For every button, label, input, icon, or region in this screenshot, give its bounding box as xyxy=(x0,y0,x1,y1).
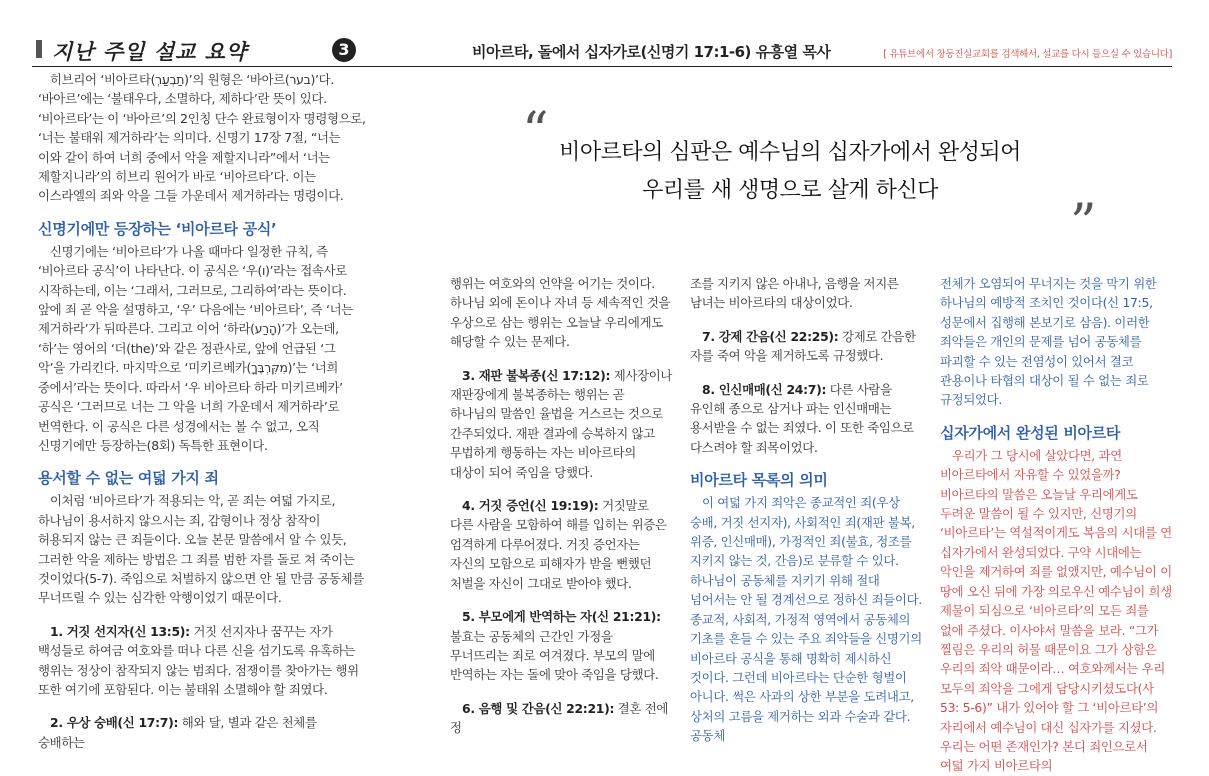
pull-quote-line-2: 우리를 새 생명으로 살게 하신다 xyxy=(642,178,938,203)
heading-cross: 십자가에서 완성된 비아르타 xyxy=(940,423,1121,442)
heading-eight-sins: 용서할 수 없는 여덟 가지 죄 xyxy=(38,469,219,488)
pull-quote xyxy=(470,102,1170,254)
open-quote-icon: “ xyxy=(522,102,549,162)
item-body: 결혼 전에 정 xyxy=(450,700,669,736)
heading-list-meaning: 비아르타 목록의 의미 xyxy=(690,471,828,490)
column-2 xyxy=(450,274,674,738)
continued-paragraph: 행위는 여호와의 언약을 어기는 것이다. 하나님 외에 돈이나 자녀 등 세속적인 것을 우상으로 삼는 행위는 오늘날 우리에게도 해당할 수 있는 문제다. xyxy=(450,276,671,350)
list-item xyxy=(38,622,366,700)
item-title: 6. 음행 및 간음(신 22:21): xyxy=(462,700,615,716)
continued-paragraph: 조를 지키지 않은 아내나, 음행을 저지른 남녀는 비아르타의 대상이었다. xyxy=(690,276,899,311)
section-title: 지난 주일 설교 요약 xyxy=(52,39,248,64)
column-3 xyxy=(690,274,924,746)
item-title: 8. 인신매매(신 24:7): xyxy=(702,381,827,397)
item-body: 불효는 공동체의 근간인 가정을 무너뜨리는 죄로 여겨졌다. 부모의 말에 반역하는 자는 돌에 맞아 죽임을 당했다. xyxy=(450,628,659,683)
item-title: 7. 강제 간음(신 22:25): xyxy=(702,328,839,344)
heading-formula: 신명기에만 등장하는 ‘비아르타 공식’ xyxy=(38,219,277,238)
item-title: 1. 거짓 선지자(신 13:5): xyxy=(50,623,190,639)
item-body: 제사장이나 재판장에게 불복종하는 행위는 곧 하나님의 말씀인 율법을 거스르는 것으로 간주되었다. 재판 결과에 승복하지 않고 무법하게 행동하는 자는 비아르타의 대상이 되어 죽임을 당했다. xyxy=(450,367,673,480)
header-bar xyxy=(36,40,42,58)
sermon-title: 비아르타, 돌에서 십자가로(신명기 17:1-6) 유흥열 목사 xyxy=(472,43,831,61)
item-body: 거짓 선지자나 꿈꾸는 자가 백성들로 하여금 여호와를 떠나 다른 신을 섬기도록 유혹하는 행위는 정상이 참작되지 않는 범죄다. 점쟁이를 찾아가는 행위 또한 여기에 포함된다. 이는 불태워 소멸해야 할 죄였다. xyxy=(38,623,359,697)
item-body: 다른 사람을 유인해 종으로 삼거나 파는 인신매매는 용서받을 수 없는 죄였다. 이 또한 죽임으로 다스려야 할 죄목이었다. xyxy=(690,381,914,455)
list-item xyxy=(450,496,674,593)
page-header xyxy=(32,36,1172,68)
column-1 xyxy=(38,70,366,752)
pull-quote-line-1: 비아르타의 심판은 예수님의 십자가에서 완성되어 xyxy=(559,140,1021,165)
list-meaning-paragraph: 이 여덟 가지 죄악은 종교적인 죄(우상 숭배, 거짓 선지자), 사회적인 죄(재판 불복, 위증, 인신매매), 가정적인 죄(불효, 정조를 지키지 않는 것, 간음)로 분류할 수 있다. 하나님이 공동체를 지키기 위해 절대 넘어서는 안 될 경계선으로 정하신 죄들이다. 종교적, 사회적, 가정적 영역에서 공동체의 기초를 흔들 수 있는 주요 죄악들을 신명기의 비아르타 공식을 통해 명확히 제시하신 것이다. 그런데 비아르타는 단순한 형벌이 아니다. 썩은 사과의 상한 부분을 도려내고, 상처의 고름을 제거하는 외과 수술과 같다. 공동체 xyxy=(690,495,922,744)
continued-paragraph: 전체가 오염되어 무너지는 것을 막기 위한 하나님의 예방적 조치인 것이다(신 17:5, 성문에서 집행해 본보기로 삼음). 이러한 죄악들은 개인의 문제를 넘어 공동체를 파괴할 수 있는 전염성이 있어서 결코 관용이나 타협의 대상이 될 수 없는 죄로 규정되었다. xyxy=(940,276,1157,408)
list-item xyxy=(690,327,924,366)
cross-paragraph: 우리가 그 당시에 살았다면, 과연 비아르타에서 자유할 수 있었을까? 비아르타의 말씀은 오늘날 우리에게도 두려운 말씀이 될 수 있지만, 신명기의 ‘비아르타’는 역설적이게도 복음의 시대를 연 십자가에서 완성되었다. 구약 시대에는 악인을 제거하여 죄를 없앴지만, 예수님이 이 땅에 오신 뒤에 가장 의로우신 예수님이 희생 제물이 되심으로 ‘비아르타’의 모든 죄를 없애 주셨다. 이사야서 말씀을 보라. “그가 찔림은 우리의 허물 때문이요 그가 상함은 우리의 죄악 때문이라… 여호와께서는 우리 모두의 죄악을 그에게 담당시키셨도다(사 53: 5-6)” 내가 있어야 할 그 ‘비아르타’의 자리에서 예수님이 대신 십자가를 지셨다. 우리는 어떤 존재인가? 본디 죄인으로서 여덟 가지 비아르타의 xyxy=(940,447,1172,774)
intro-paragraph: 히브리어 ‘비아르타(תַבְעַרְ)’의 원형은 ‘바아르(בער)’다. ‘바아르’에는 ‘불태우다, 소멸하다, 제하다’란 뜻이 있다. ‘비아르타’는 이 ‘바아르’의 2인칭 단수 완료형이자 명령형으로, ‘너는 불태워 제거하라’는 의미다. 신명기 17장 7절, “너는 이와 같이 하여 너희 중에서 악을 제할지니라”에서 ‘너는 제할지니라’의 히브리 원어가 바로 ‘비아르타’다. 이는 이스라엘의 죄와 악을 그들 가운데서 제거하라는 명령이다. xyxy=(38,72,366,204)
column-4 xyxy=(940,274,1172,776)
pull-quote-text xyxy=(530,134,1050,210)
section-number-badge: 3 xyxy=(332,38,356,62)
item-body: 거짓말로 다른 사람을 모함하여 해를 입히는 위증은 엄격하게 다루어졌다. 거짓 증언자는 자신의 모함으로 피해자가 받을 뻔했던 처벌을 자신이 그대로 받아야 했다. xyxy=(450,498,667,591)
list-item xyxy=(450,607,674,685)
eight-sins-paragraph: 이처럼 ‘비아르타’가 적용되는 악, 곧 죄는 여덟 가지로, 하나님이 용서하지 않으시는 죄, 감형이나 정상 참작이 허용되지 않는 큰 죄들이다. 오늘 본문 말씀에서 알 수 있듯, 그러한 악을 제하는 방법은 그 죄를 범한 자를 돌로 쳐 죽이는 것이었다(5-7). 죽임으로 처벌하지 않으면 안 될 만큼 공동체를 무너뜨릴 수 있는 심각한 악행이었기 때문이다. xyxy=(38,493,364,606)
item-body: 해와 달, 별과 같은 천체를 숭배하는 xyxy=(38,715,317,750)
formula-paragraph: 신명기에는 ‘비아르타’가 나올 때마다 일정한 규칙, 즉 ‘비아르타 공식’이 나타난다. 이 공식은 ‘우(ו)’라는 접속사로 시작하는데, 이는 ‘그래서, 그러므로, 그리하여’라는 뜻이다. 앞에 죄 곧 악을 설명하고, ‘우’ 다음에는 ‘비아르타’, 즉 ‘너는 제거하라’가 뒤따른다. 그리고 이어 ‘하라(הָרַע)’가 오는데, ‘하’는 영어의 ‘더(the)’와 같은 정관사로, 앞에 언급된 ‘그 악’을 가리킨다. 마지막으로 ‘미키르베카(מִקִּרְבֶּךָ)’는 ‘너희 중에서’라는 뜻이다. 따라서 ‘우 비아르타 하라 미키르베카’ 공식은 ‘그러므로 너는 그 악을 너희 가운데서 제거하라’로 번역한다. 이 공식은 다른 성경에서는 볼 수 없고, 오직 신명기에만 등장하는(8회) 독특한 표현이다. xyxy=(38,243,353,453)
list-item xyxy=(690,380,924,458)
item-title: 2. 우상 숭배(신 17:7): xyxy=(50,715,179,731)
youtube-note: [ 유튜브에서 창동진실교회를 검색해서, 설교를 다시 들으실 수 있습니다] xyxy=(883,49,1172,60)
header-rule xyxy=(32,66,1172,67)
item-body: 강제로 간음한 자를 죽여 악을 제거하도록 규정했다. xyxy=(690,328,916,364)
list-item xyxy=(450,366,674,482)
list-item xyxy=(450,699,674,738)
item-title: 3. 재판 불복종(신 17:12): xyxy=(462,367,611,383)
list-item xyxy=(38,713,366,752)
item-title: 4. 거짓 증언(신 19:19): xyxy=(462,498,599,514)
item-title: 5. 부모에게 반역하는 자(신 21:21): xyxy=(462,609,661,625)
close-quote-icon: ” xyxy=(1070,194,1097,254)
